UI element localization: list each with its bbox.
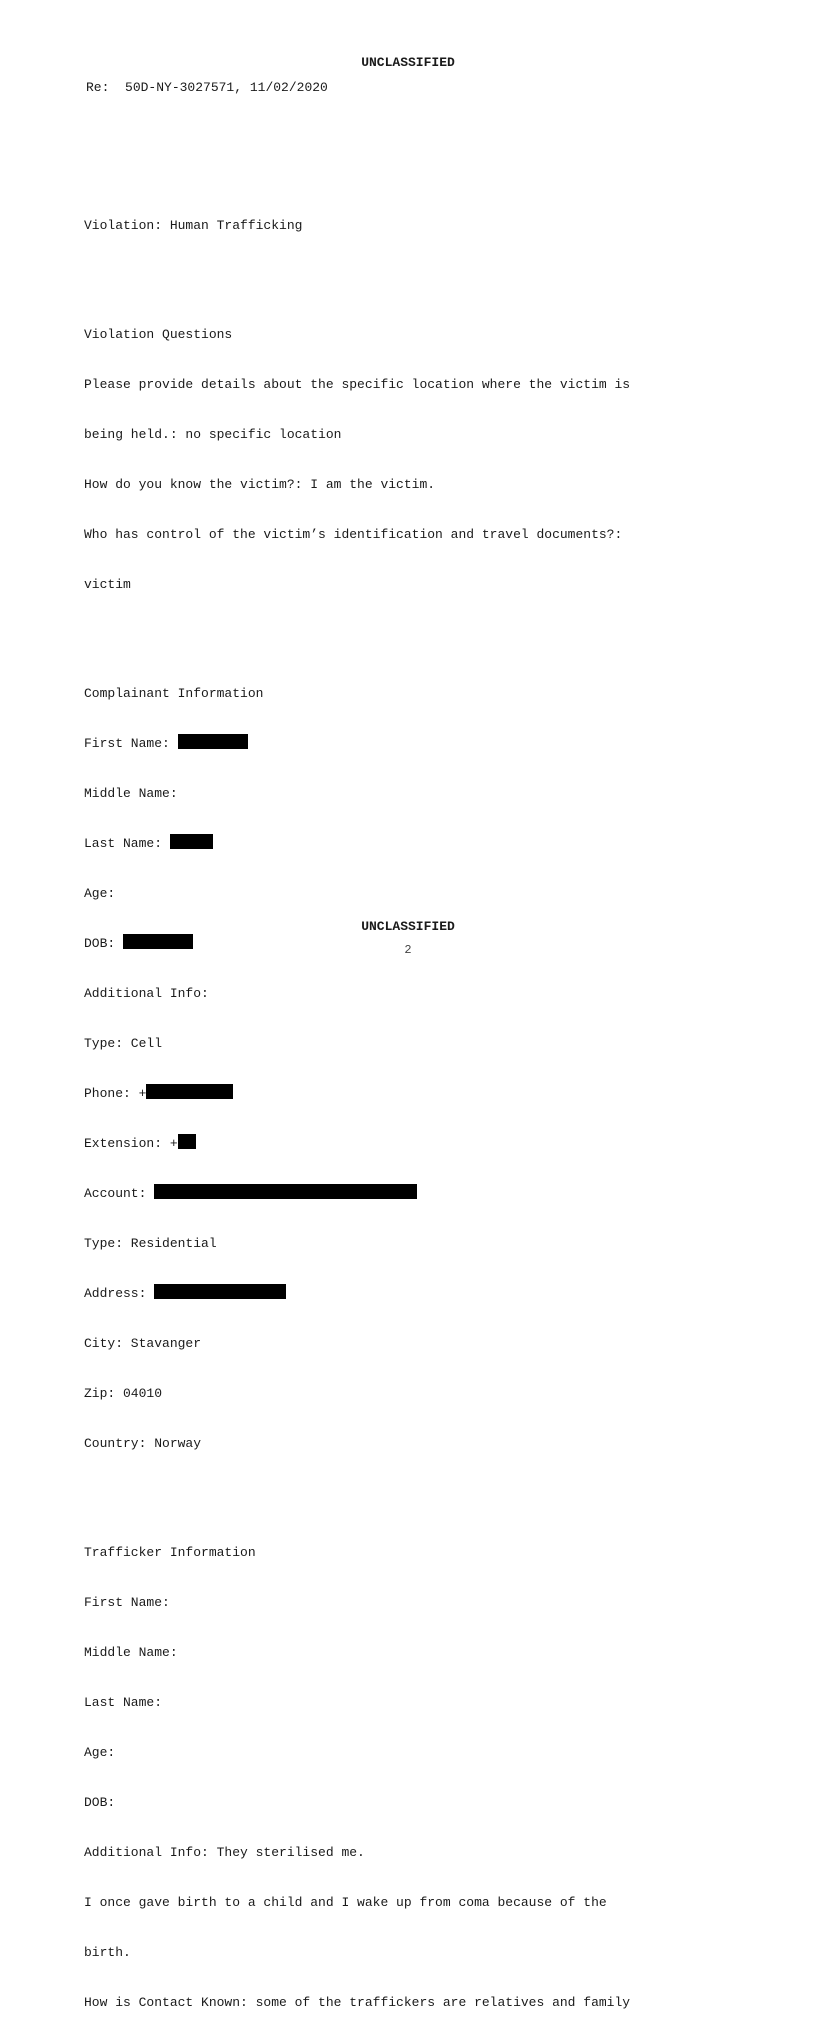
trafficker-heading: Trafficker Information: [84, 1545, 256, 1560]
complainant-heading: Complainant Information: [84, 686, 264, 701]
reference-label: Re:: [86, 80, 110, 95]
trafficker-dob: DOB:: [84, 1795, 116, 1810]
trafficker-birth-line: I once gave birth to a child and I wake up from coma because of the: [84, 1895, 607, 1910]
complainant-country: Country: Norway: [84, 1436, 202, 1451]
complainant-extension: [84, 1134, 724, 1154]
redaction-bar: [154, 1184, 417, 1199]
redaction-bar: [178, 1134, 196, 1149]
complainant-additional-info: Additional Info:: [84, 986, 209, 1001]
first-name-label: First Name:: [84, 736, 170, 751]
dob-label: DOB:: [84, 936, 116, 951]
phone-label: Phone: +: [84, 1086, 147, 1101]
redaction-bar: [178, 734, 248, 749]
question-line: victim: [84, 577, 131, 592]
reference-line: [86, 80, 328, 95]
last-name-label: Last Name:: [84, 836, 163, 851]
complainant-zip: Zip: 04010: [84, 1386, 163, 1401]
footer-classification: UNCLASSIFIED: [361, 919, 455, 934]
page-number: 2: [404, 943, 412, 957]
reference-value: 50D-NY-3027571, 11/02/2020: [125, 80, 328, 95]
complainant-type-cell: Type: Cell: [84, 1036, 163, 1051]
trafficker-last-name: Last Name:: [84, 1695, 163, 1710]
complainant-middle-name: Middle Name:: [84, 786, 178, 801]
violation-questions-heading: Violation Questions: [84, 327, 233, 342]
question-line: How do you know the victim?: I am the victim.: [84, 477, 436, 492]
address-label: Address:: [84, 1286, 147, 1301]
question-line: Who has control of the victim’s identification and travel documents?:: [84, 527, 623, 542]
redaction-bar: [154, 1284, 286, 1299]
question-line: Please provide details about the specific location where the victim is: [84, 377, 631, 392]
redaction-bar: [170, 834, 213, 849]
trafficker-middle-name: Middle Name:: [84, 1645, 178, 1660]
violation-text: Violation: Human Trafficking: [84, 218, 303, 233]
extension-label: Extension: +: [84, 1136, 178, 1151]
complainant-last-name: [84, 834, 724, 854]
header-classification: UNCLASSIFIED: [361, 55, 455, 70]
question-line: being held.: no specific location: [84, 427, 342, 442]
complainant-phone: [84, 1084, 724, 1104]
trafficker-first-name: First Name:: [84, 1595, 170, 1610]
complainant-account: [84, 1184, 724, 1204]
document-body: [84, 186, 724, 2028]
redaction-bar: [146, 1084, 233, 1099]
complainant-type-residential: Type: Residential: [84, 1236, 217, 1251]
trafficker-age: Age:: [84, 1745, 116, 1760]
complainant-age: Age:: [84, 886, 116, 901]
trafficker-contact-known: How is Contact Known: some of the traffickers are relatives and family: [84, 1995, 631, 2010]
complainant-first-name: [84, 734, 724, 754]
complainant-address: [84, 1284, 724, 1304]
complainant-city: City: Stavanger: [84, 1336, 202, 1351]
trafficker-birth-line: birth.: [84, 1945, 131, 1960]
account-label: Account:: [84, 1186, 147, 1201]
trafficker-additional-info: Additional Info: They sterilised me.: [84, 1845, 365, 1860]
